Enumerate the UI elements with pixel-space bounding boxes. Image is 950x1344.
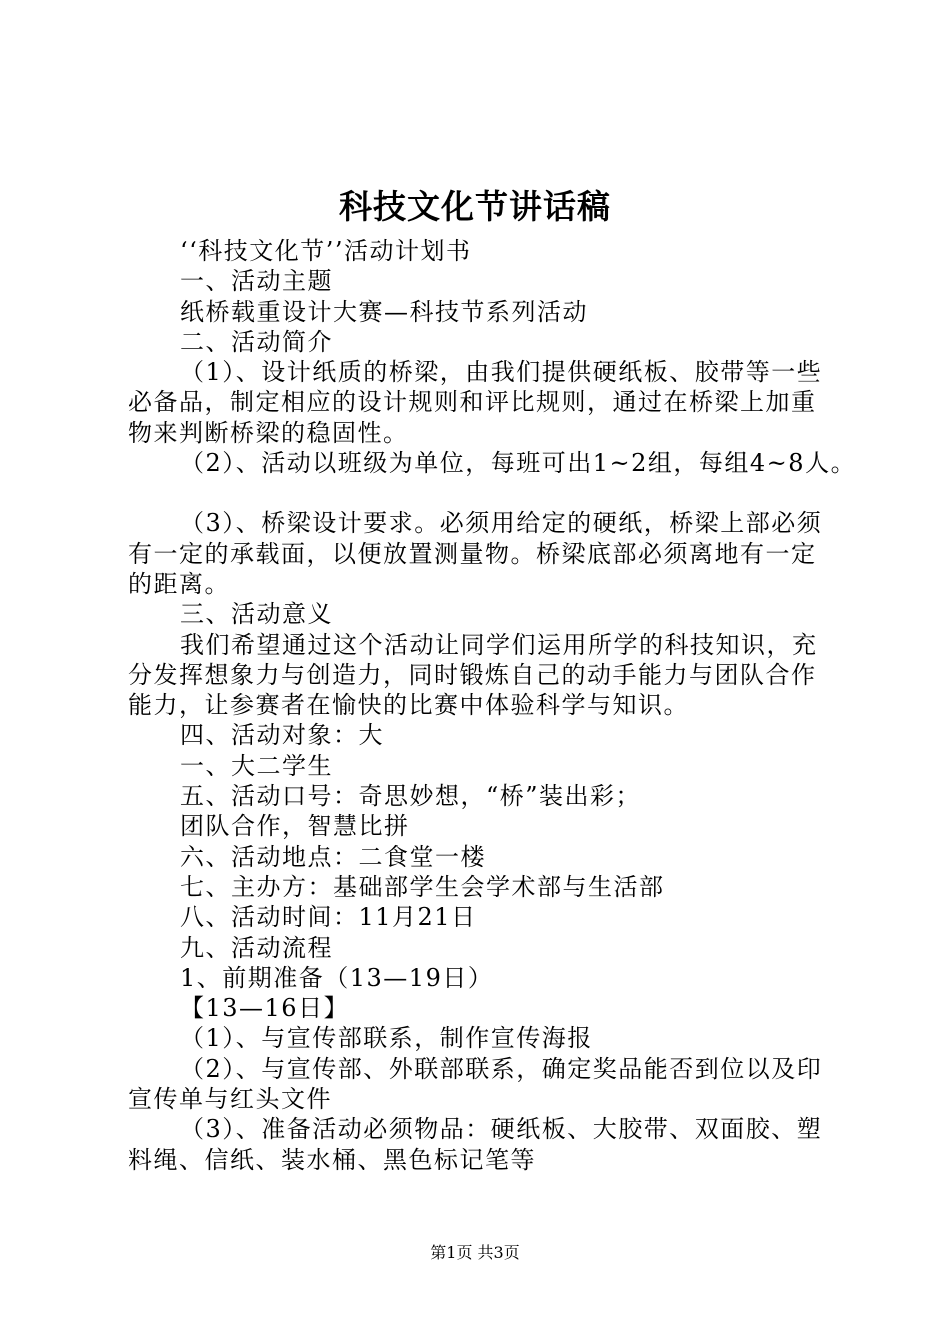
text-line: ‘‘科技文化节’’活动计划书 (180, 237, 472, 265)
text-line: （3）、准备活动必须物品：硬纸板、大胶带、双面胶、塑 (180, 1115, 823, 1144)
text-line: 一、活动主题 (180, 267, 333, 296)
text-line: 必备品，制定相应的设计规则和评比规则，通过在桥梁上加重 (128, 388, 817, 417)
text-line: （1）、设计纸质的桥梁，由我们提供硬纸板、胶带等一些 (180, 358, 823, 387)
text-line: 物来判断桥梁的稳固性。 (128, 418, 409, 447)
text-line: 宣传单与红头文件 (128, 1085, 332, 1114)
text-line: 我们希望通过这个活动让同学们运用所学的科技知识，充 (180, 630, 818, 659)
text-line: 八、活动时间：11月21日 (180, 903, 477, 932)
blank-line (128, 478, 834, 508)
document-title: 科技文化节讲话稿 (339, 187, 611, 226)
text-line: （2）、与宣传部、外联部联系，确定奖品能否到位以及印 (180, 1054, 823, 1083)
text-line: 有一定的承载面，以便放置测量物。桥梁底部必须离地有一定 (128, 539, 817, 568)
text-line: 五、活动口号：奇思妙想，“桥”装出彩； (180, 782, 642, 811)
text-line: （1）、与宣传部联系，制作宣传海报 (180, 1024, 593, 1053)
text-line: （2）、活动以班级为单位，每班可出1~2组，每组4~8人。 (180, 449, 857, 478)
text-line: 三、活动意义 (180, 600, 333, 629)
text-line: 1、前期准备（13—19日） (180, 963, 494, 992)
text-line: 六、活动地点：二食堂一楼 (180, 842, 486, 871)
text-line: 九、活动流程 (180, 933, 333, 962)
text-line: 纸桥载重设计大赛—科技节系列活动 (180, 297, 588, 326)
text-line: 【13—16日】 (180, 994, 350, 1023)
page-footer: 第1页 共3页 (430, 1243, 520, 1262)
text-line: 能力，让参赛者在愉快的比赛中体验科学与知识。 (128, 691, 689, 720)
document-body (128, 236, 857, 1175)
text-line: （3）、桥梁设计要求。必须用给定的硬纸，桥梁上部必须 (180, 509, 823, 538)
text-line: 七、主办方：基础部学生会学术部与生活部 (180, 872, 665, 901)
text-line: 料绳、信纸、装水桶、黑色标记笔等 (128, 1145, 536, 1174)
text-line: 团队合作，智慧比拼 (180, 812, 410, 841)
text-line: 分发挥想象力与创造力，同时锻炼自己的动手能力与团队合作 (128, 660, 817, 689)
text-line: 四、活动对象：大 (180, 721, 384, 750)
text-line: 二、活动简介 (180, 327, 333, 356)
text-line: 一、大二学生 (180, 751, 333, 780)
text-line: 的距离。 (128, 569, 230, 598)
